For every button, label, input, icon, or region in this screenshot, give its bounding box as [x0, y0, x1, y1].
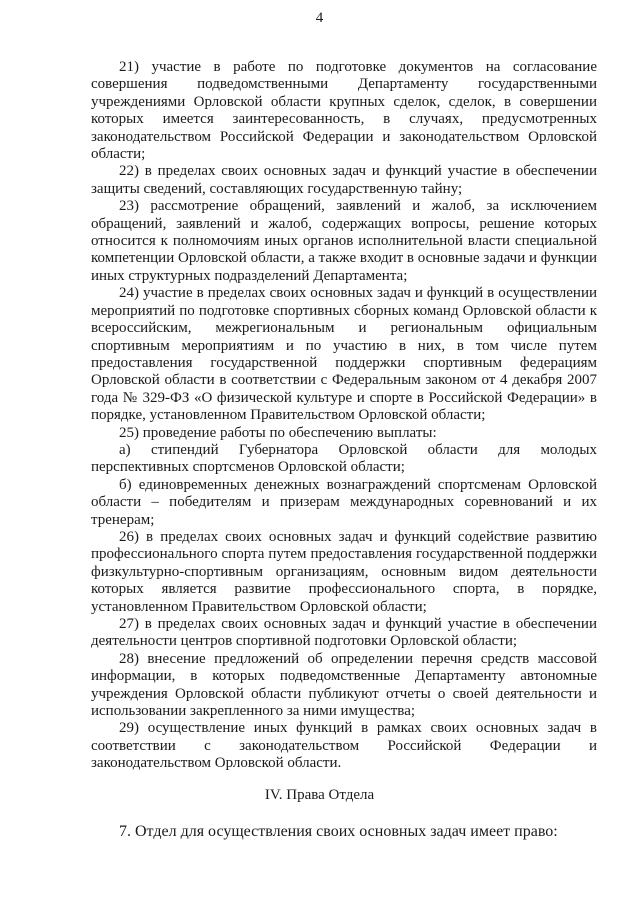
paragraph-item-26: 26) в пределах своих основных задач и функций содействие развитию профессионального спорта путем предоставления государственной поддержки физкультурно-спортивным организациям, основным видом деятельности которых является развитие профессионального спорта, в порядке, установленном Правительством Орловской области;	[91, 528, 597, 615]
section-clause: 7. Отдел для осуществления своих основных задач имеет право:	[119, 823, 558, 840]
paragraph-item-29: 29) осуществление иных функций в рамках своих основных задач в соответствии с законодательством Российской Федерации и законодательством Орловской области.	[91, 720, 597, 772]
document-body	[91, 59, 597, 773]
paragraph-item-24: 24) участие в пределах своих основных задач и функций в осуществлении мероприятий по подготовке спортивных сборных команд Орловской области к всероссийским, межрегиональным и региональным официальным спортивным мероприятиям и по участию в них, в том числе путем предоставления государственной поддержки спортивным федерациям Орловской области в соответствии с Федеральным законом от 4 декабря 2007 года № 329-ФЗ «О физической культуре и спорте в Российской Федерации» в порядке, установленном Правительством Орловской области;	[91, 285, 597, 424]
paragraph-subitem-b: б) единовременных денежных вознаграждений спортсменам Орловской области – победителям и призерам международных соревнований и их тренерам;	[91, 476, 597, 528]
page-number: 4	[315, 10, 324, 26]
paragraph-item-28: 28) внесение предложений об определении перечня средств массовой информации, в которых подведомственные Департаменту автономные учреждения Орловской области публикуют отчеты о своей деятельности и использовании закрепленного за ними имущества;	[91, 650, 597, 720]
section-heading: IV. Права Отдела	[264, 787, 375, 803]
paragraph-subitem-a: а) стипендий Губернатора Орловской области для молодых перспективных спортсменов Орловской области;	[91, 441, 597, 476]
paragraph-item-27: 27) в пределах своих основных задач и функций участие в обеспечении деятельности центров спортивной подготовки Орловской области;	[91, 616, 597, 650]
paragraph-item-22: 22) в пределах своих основных задач и функций участие в обеспечении защиты сведений, составляющих государственную тайну;	[91, 163, 597, 197]
paragraph-item-23: 23) рассмотрение обращений, заявлений и жалоб, за исключением обращений, заявлений и жалоб, содержащих вопросы, решение которых относится к полномочиям иных органов исполнительной власти специальной компетенции Орловской области, а также входит в основные задачи и функции иных структурных подразделений Департамента;	[91, 198, 598, 284]
paragraph-item-21: 21) участие в работе по подготовке документов на согласование совершения подведомственными Департаменту государственными учреждениями Орловской области крупных сделок, сделок, в совершении которых имеется заинтересованность, в случаях, предусмотренных законодательством Российской Федерации и законодательством Орловской области;	[91, 59, 597, 163]
paragraph-item-25: 25) проведение работы по обеспечению выплаты:	[119, 424, 437, 441]
